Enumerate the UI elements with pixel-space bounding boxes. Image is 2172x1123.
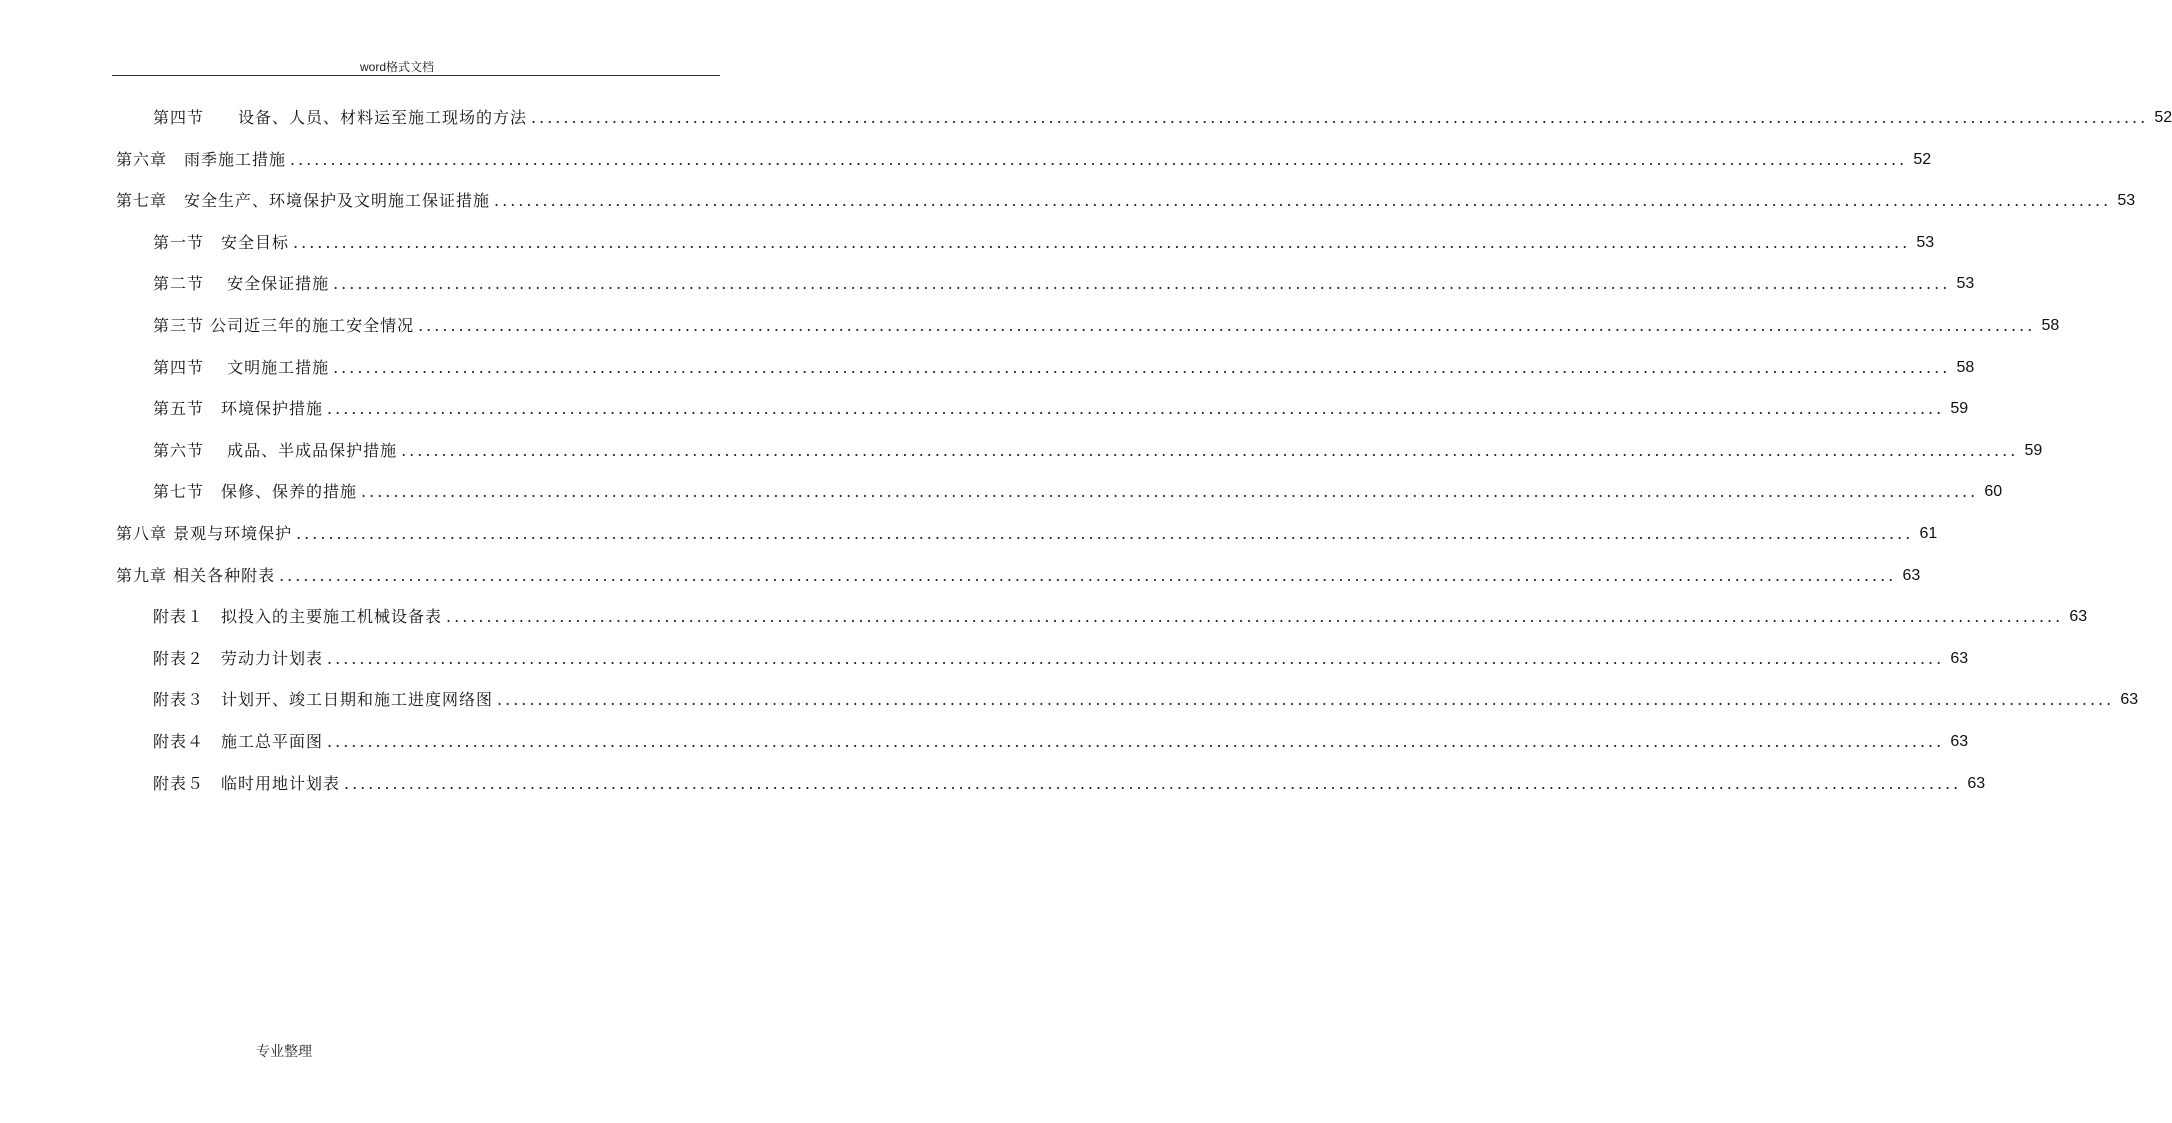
toc-entry-label: 第二节 安全保证措施 <box>153 274 330 293</box>
toc-leader-dots: ........................................................................................................................................................................................................ <box>401 441 2019 460</box>
toc-entry-label: 第九章 相关各种附表 <box>116 566 276 585</box>
toc-entry[interactable] <box>153 395 1969 419</box>
toc-entry-label: 第一节 安全目标 <box>153 233 290 252</box>
toc-leader-dots: ........................................................................................................................................................................................................ <box>333 358 1951 377</box>
toc-entry[interactable] <box>116 562 1921 586</box>
toc-entry[interactable] <box>153 104 2172 128</box>
toc-entry-page: 53 <box>1916 234 1935 251</box>
toc-leader-dots: ........................................................................................................................................................................................................ <box>446 607 2064 626</box>
toc-entry-label: 附表２ 劳动力计划表 <box>153 649 324 668</box>
toc-entry[interactable] <box>153 728 1969 752</box>
toc-leader-dots: ........................................................................................................................................................................................................ <box>361 482 1979 501</box>
toc-entry-label: 第四节 文明施工措施 <box>153 358 330 377</box>
toc-leader-dots: ........................................................................................................................................................................................................ <box>418 316 2036 335</box>
toc-entry-page: 53 <box>2117 192 2136 209</box>
toc-entry-label: 附表１ 拟投入的主要施工机械设备表 <box>153 607 443 626</box>
toc-leader-dots: ........................................................................................................................................................................................................ <box>296 524 1914 543</box>
toc-leader-dots: ........................................................................................................................................................................................................ <box>327 649 1945 668</box>
header-rule <box>112 75 720 76</box>
toc-leader-dots: ........................................................................................................................................................................................................ <box>293 233 1911 252</box>
toc-entry-page: 59 <box>1950 400 1969 417</box>
toc-entry[interactable] <box>153 603 2088 627</box>
toc-entry[interactable] <box>116 187 2136 211</box>
toc-entry-page: 63 <box>1902 567 1921 584</box>
toc-entry-label: 第五节 环境保护措施 <box>153 399 324 418</box>
toc-entry[interactable] <box>116 520 1938 544</box>
toc-entry-label: 附表５ 临时用地计划表 <box>153 774 341 793</box>
toc-entry[interactable] <box>153 686 2139 710</box>
toc-entry-page: 52 <box>2154 109 2172 126</box>
toc-entry-page: 63 <box>1950 733 1969 750</box>
toc-entry-label: 第七节 保修、保养的措施 <box>153 482 358 501</box>
toc-entry-label: 第四节 设备、人员、材料运至施工现场的方法 <box>153 108 528 127</box>
toc-entry-page: 52 <box>1913 151 1932 168</box>
toc-entry[interactable] <box>116 146 1932 170</box>
toc-entry-label: 第六章 雨季施工措施 <box>116 150 287 169</box>
toc-leader-dots: ........................................................................................................................................................................................................ <box>497 690 2115 709</box>
toc-leader-dots: ........................................................................................................................................................................................................ <box>333 274 1951 293</box>
toc-leader-dots: ........................................................................................................................................................................................................ <box>279 566 1897 585</box>
toc-leader-dots: ........................................................................................................................................................................................................ <box>494 191 2112 210</box>
toc-leader-dots: ........................................................................................................................................................................................................ <box>327 399 1945 418</box>
toc-entry-page: 63 <box>2120 691 2139 708</box>
toc-entry-label: 第八章 景观与环境保护 <box>116 524 293 543</box>
toc-entry[interactable] <box>153 478 2003 502</box>
toc-entry-label: 第六节 成品、半成品保护措施 <box>153 441 398 460</box>
toc-entry-page: 58 <box>1956 359 1975 376</box>
page-header: word格式文档 <box>359 60 434 74</box>
toc-entry[interactable] <box>153 270 1975 294</box>
toc-entry[interactable] <box>153 312 2060 336</box>
toc-leader-dots: ........................................................................................................................................................................................................ <box>290 150 1908 169</box>
toc-entry-page: 60 <box>1984 483 2003 500</box>
toc-entry[interactable] <box>153 229 1935 253</box>
toc-entry-page: 63 <box>1967 775 1986 792</box>
toc-entry-page: 61 <box>1919 525 1938 542</box>
page-footer: 专业整理 <box>256 1043 312 1059</box>
toc-entry-page: 63 <box>2069 608 2088 625</box>
toc-entry[interactable] <box>153 645 1969 669</box>
toc-entry[interactable] <box>153 770 1986 794</box>
toc-entry-label: 第三节 公司近三年的施工安全情况 <box>153 316 415 335</box>
toc-entry-page: 59 <box>2024 442 2043 459</box>
toc-entry-page: 58 <box>2041 317 2060 334</box>
toc-entry[interactable] <box>153 437 2043 461</box>
toc-leader-dots: ........................................................................................................................................................................................................ <box>327 732 1945 751</box>
toc-entry-label: 第七章 安全生产、环境保护及文明施工保证措施 <box>116 191 491 210</box>
toc-entry-page: 63 <box>1950 650 1969 667</box>
toc-leader-dots: ........................................................................................................................................................................................................ <box>344 774 1962 793</box>
toc-entry-label: 附表４ 施工总平面图 <box>153 732 324 751</box>
toc-leader-dots: ........................................................................................................................................................................................................ <box>531 108 2149 127</box>
toc-entry-page: 53 <box>1956 275 1975 292</box>
toc-entry[interactable] <box>153 354 1975 378</box>
toc-entry-label: 附表３ 计划开、竣工日期和施工进度网络图 <box>153 690 494 709</box>
